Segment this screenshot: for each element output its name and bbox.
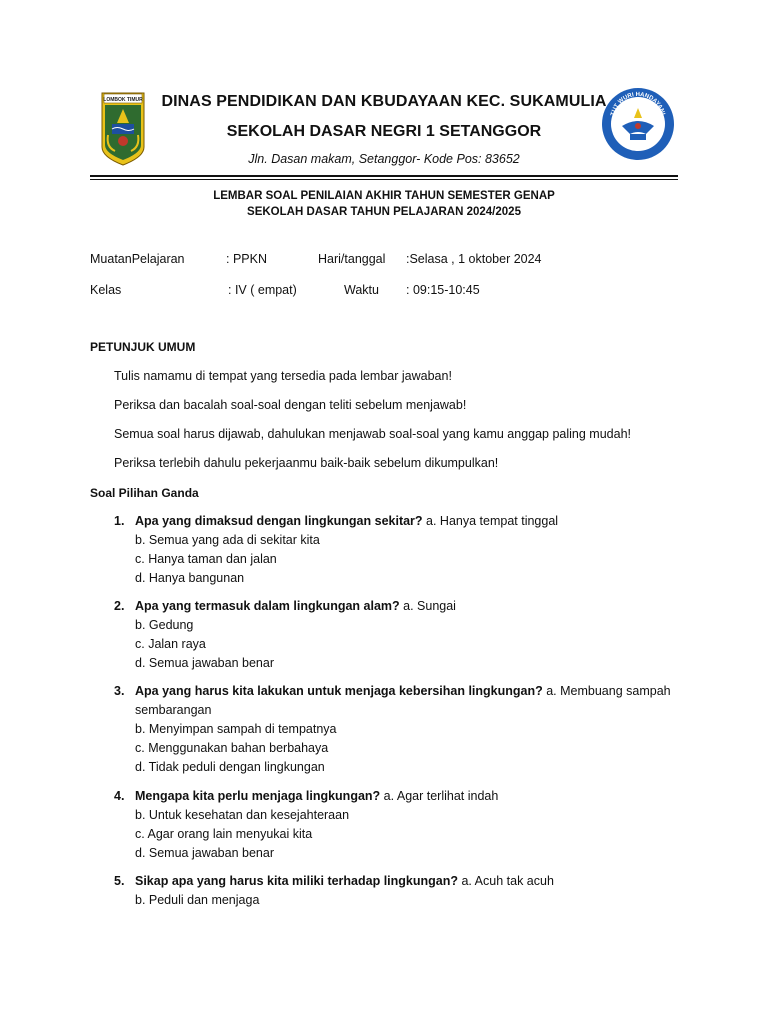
- option-d: d. Tidak peduli dengan lingkungan: [135, 760, 325, 774]
- class-label: Kelas: [90, 283, 122, 297]
- school-name: SEKOLAH DASAR NEGRI 1 SETANGGOR: [226, 123, 542, 140]
- option-a: a. Hanya tempat tinggal: [422, 514, 559, 528]
- option-d: d. Semua jawaban benar: [135, 846, 274, 860]
- option-b: b. Peduli dan menjaga: [135, 893, 260, 907]
- question-stem: Apa yang harus kita lakukan untuk menjaga kebersihan lingkungan?: [135, 684, 543, 698]
- option-b: b. Gedung: [135, 618, 194, 632]
- multiple-choice-heading: Soal Pilihan Ganda: [90, 486, 199, 500]
- subject-value: : PPKN: [226, 252, 267, 266]
- instruction-item: Periksa dan bacalah soal-soal dengan teliti sebelum menjawab!: [114, 398, 467, 412]
- option-d: d. Hanya bangunan: [135, 571, 245, 585]
- option-b: b. Semua yang ada di sekitar kita: [135, 533, 320, 547]
- time-label: Waktu: [344, 283, 379, 297]
- option-b: b. Menyimpan sampah di tempatnya: [135, 722, 337, 736]
- option-c: c. Hanya taman dan jalan: [135, 552, 277, 566]
- day-label: Hari/tanggal: [318, 252, 386, 266]
- question-number: 4.: [114, 789, 125, 803]
- option-a: a. Agar terlihat indah: [380, 789, 499, 803]
- exam-title: LEMBAR SOAL PENILAIAN AKHIR TAHUN SEMESTER GENAP: [213, 190, 555, 202]
- instructions-heading: PETUNJUK UMUM: [90, 340, 196, 354]
- class-value: : IV ( empat): [228, 283, 297, 297]
- question-number: 5.: [114, 874, 125, 888]
- option-b: b. Untuk kesehatan dan kesejahteraan: [135, 808, 350, 822]
- instruction-item: Tulis namamu di tempat yang tersedia pada lembar jawaban!: [114, 369, 452, 383]
- option-c: c. Menggunakan bahan berbahaya: [135, 741, 329, 755]
- question-stem: Apa yang termasuk dalam lingkungan alam?: [135, 599, 400, 613]
- question-number: 3.: [114, 684, 125, 698]
- svg-text:LOMBOK TIMUR: LOMBOK TIMUR: [103, 97, 143, 103]
- question-stem: Mengapa kita perlu menjaga lingkungan?: [135, 789, 381, 803]
- option-c: c. Agar orang lain menyukai kita: [135, 827, 313, 841]
- day-value: :Selasa , 1 oktober 2024: [406, 252, 542, 266]
- question-number: 1.: [114, 514, 125, 528]
- agency-name: DINAS PENDIDIKAN DAN KBUDAYAAN KEC. SUKAMULIA: [161, 93, 607, 110]
- option-d: d. Semua jawaban benar: [135, 656, 274, 670]
- question-stem: Apa yang dimaksud dengan lingkungan sekitar?: [135, 514, 423, 528]
- instruction-item: Periksa terlebih dahulu pekerjaanmu baik-baik sebelum dikumpulkan!: [114, 456, 499, 470]
- time-value: : 09:15-10:45: [406, 283, 480, 297]
- question-stem: Sikap apa yang harus kita miliki terhadap lingkungan?: [135, 874, 458, 888]
- exam-subtitle: SEKOLAH DASAR TAHUN PELAJARAN 2024/2025: [247, 206, 521, 218]
- header-divider-thin: [90, 179, 678, 180]
- header-divider-thick: [90, 175, 678, 177]
- option-a: a. Membuang sampah sembarangan: [135, 684, 671, 717]
- subject-label: MuatanPelajaran: [90, 252, 185, 266]
- option-c: c. Jalan raya: [135, 637, 206, 651]
- option-a: a. Acuh tak acuh: [458, 874, 554, 888]
- instruction-item: Semua soal harus dijawab, dahulukan menjawab soal-soal yang kamu anggap paling mudah!: [114, 427, 631, 441]
- svg-text:TUT WURI HANDAYANI: TUT WURI HANDAYANI: [610, 91, 666, 117]
- school-address: Jln. Dasan makam, Setanggor- Kode Pos: 83652: [248, 152, 520, 166]
- option-a: a. Sungai: [399, 599, 456, 613]
- question-number: 2.: [114, 599, 125, 613]
